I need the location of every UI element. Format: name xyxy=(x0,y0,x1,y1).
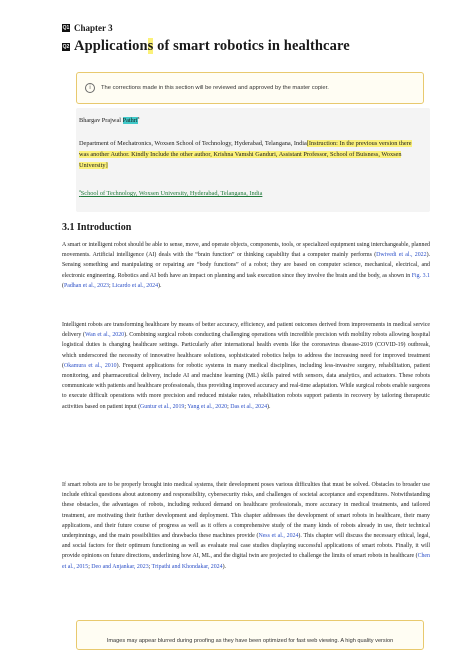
citation-link[interactable]: Padhan et al., 2023 xyxy=(63,282,109,289)
p1-text-4: ; xyxy=(108,282,113,289)
citation-link[interactable]: Yang et al., 2020 xyxy=(187,403,228,410)
image-quality-notice-text: Images may appear blurred during proofing as they have been optimized for fast web viewing. A high quality version xyxy=(106,638,394,644)
citation-link[interactable]: Tripathi and Khondakar, 2024 xyxy=(151,563,223,570)
p1-text-5: ). xyxy=(158,282,162,289)
citation-link[interactable]: Wan et al., 2020 xyxy=(85,332,125,339)
author-name xyxy=(79,115,139,124)
p3-text-1: If smart robots are to be properly brought into medical systems, their development poses various difficulties that must be solved. Obstacles to broader use include ethical questions about autonomy and responsibility, cybersecurity risks, and challenges of societal acceptance and expenditures. Notwithstanding these obstacles, the advantages of robots, including reduced demand on healthcare professionals, more accuracy in medical treatments, and tailored treatment, are motivating their further development and deployment. This chapter addresses the development of smart robots in healthcare, their many applications, and their future course of progress as well as it offers a comprehensive study of the many kinds of robots already in use, their technical underpinnings, and the main possibilities and drawbacks these machines provide ( xyxy=(62,482,430,540)
p2-text-2: ). Combining surgical robots conducting challenging operations with incredible precision with mobility robots allowing hospital logistical duties is changing healthcare settings. Particularly after international health events like the coronavirus disease-2019 (COVID-19) outbreak, which underscored the necessity of innovative healthcare solutions, sophisticated robotics helps to address the increasing need for improved treatment ( xyxy=(62,332,430,369)
affiliation-text: Department of Mechatronics, Woxsen School of Technology, Hyderabad, Telangana, India xyxy=(79,140,307,147)
title-text-start: Application xyxy=(74,38,148,54)
p1-text-3: ( xyxy=(62,282,64,289)
info-icon: i xyxy=(85,83,95,93)
citation-link[interactable]: Das et al., 2024 xyxy=(230,403,268,410)
citation-link[interactable]: Guntur et al., 2019 xyxy=(140,403,185,410)
affiliation-link-sup: a xyxy=(79,188,81,193)
p1-text-1: A smart or intelligent robot should be able to sense, move, and operate objects, components, tools, or specialized equipment using interchangeable, planned movements. Artificial intelligence (AI) deals with the “brain function” or thinking capability that a computer mainly performs ( xyxy=(62,242,430,259)
image-quality-notice xyxy=(76,620,424,650)
p2-text-5: ; xyxy=(227,403,231,410)
author-surname-highlight[interactable]: Pathri xyxy=(122,117,138,125)
query-marker-q2[interactable]: Q2 xyxy=(62,43,70,50)
affiliation-link[interactable] xyxy=(79,188,262,197)
citation-link[interactable]: Chen et al., 2015 xyxy=(62,553,430,570)
p2-text-1: Intelligent robots are transforming healthcare by means of better accuracy, efficiency, and patient outcomes derived from improvements in medical service delivery ( xyxy=(62,322,430,339)
correction-notice-text: The corrections made in this section will be reviewed and approved by the master copier. xyxy=(101,85,329,91)
p3-text-2: ). This chapter will discuss the necessary ethical, legal, and social factors for their optimum functioning as well as evaluate real case studies displaying successful applications of smart robots. Finally, it will provide opinions on future directions, underlining how AI, ML, and the digital twin are projected to challenge the limits of smart robots in healthcare ( xyxy=(62,533,431,560)
chapter-title xyxy=(74,38,350,55)
affiliation-link-text[interactable]: School of Technology, Woxsen University, Hyderabad, Telangana, India xyxy=(80,190,263,198)
author-panel xyxy=(76,108,430,212)
correction-notice xyxy=(76,72,424,104)
paragraph-1 xyxy=(62,240,430,291)
p3-text-4: ; xyxy=(148,563,152,570)
title-text-end: of smart robotics in healthcare xyxy=(153,38,350,54)
title-correction-highlight[interactable]: s xyxy=(147,38,154,54)
p1-text-2: ). Sensing something and manipulating or repairing are “body functions” of a robot; they are based on computer science, mechanical, electrical, and electronic engineering. Robotics and AI both have an impact on planning and task execution since they involve the brain and the body, as shown in xyxy=(62,252,430,279)
author-name-text: Bhargav Prajwal xyxy=(79,117,123,125)
citation-link[interactable]: Dwivedi et al., 2022 xyxy=(376,252,427,259)
citation-link[interactable]: Okamura et al., 2010 xyxy=(63,362,117,369)
p2-text-4: ; xyxy=(184,403,188,410)
paragraph-2 xyxy=(62,320,430,412)
chapter-label-row xyxy=(62,23,113,33)
p3-text-3: ; xyxy=(88,563,92,570)
citation-link[interactable]: Ness et al., 2024 xyxy=(258,533,299,540)
section-heading: 3.1 Introduction xyxy=(62,222,132,233)
author-affiliation-sup: a xyxy=(137,115,140,120)
p2-text-3: ). Frequent applications for robotic systems in many medical disciplines, including less-invasive surgery, rehabilitation, patient monitoring, and pharmaceutical delivery, include AI and machine learning (ML) skills paired with sensors, data analytics, and actuators. These robots communicate with patients and healthcare professionals, thus providing improved accuracy and real-time adaptation. While surgical robots enable surgeons to execute difficult operations with more precision and reduced mistake rates, rehabilitation robots support patients in recovery by tailoring therapeutic activities based on patient input ( xyxy=(62,362,430,410)
chapter-label: Chapter 3 xyxy=(74,23,113,33)
p2-text-6: ). xyxy=(267,403,271,410)
p3-text-5: ). xyxy=(222,563,226,570)
query-marker-q1[interactable]: Q1 xyxy=(62,25,70,31)
author-instruction-highlight[interactable]: [Instruction: In the previous version there was another Author. Kindly Include the other author, Krishna Vamshi Ganduri, Assistant Professor, School of Buisness, Woxsen University] xyxy=(79,140,412,169)
figure-link[interactable]: Fig. 3.1 xyxy=(411,272,430,279)
citation-link[interactable]: Deo and Anjankar, 2023 xyxy=(91,563,149,570)
author-affiliation xyxy=(79,138,417,171)
citation-link[interactable]: Licardo et al., 2024 xyxy=(112,282,159,289)
paragraph-3 xyxy=(62,480,430,572)
chapter-title-row xyxy=(62,38,350,55)
